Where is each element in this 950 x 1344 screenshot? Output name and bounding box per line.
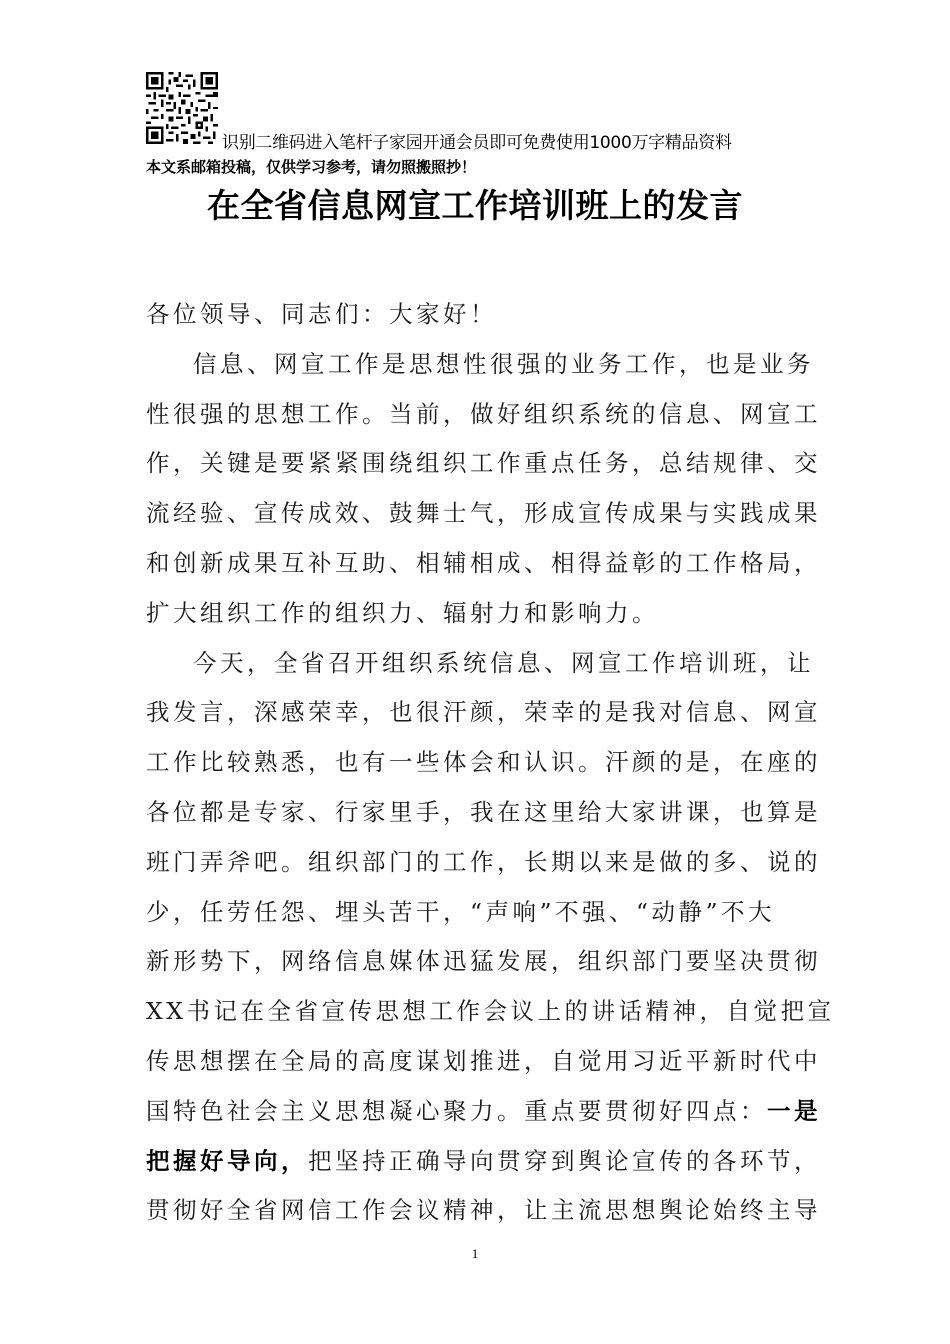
document-body [146, 290, 835, 1236]
text-line: 新形势下，网络信息媒体迅猛发展，组织部门要坚决贯彻 [146, 947, 821, 976]
emphasis-text: 一是 [767, 1096, 821, 1125]
text-line: 少，任劳任怨、埋头苦干，“声响”不强、“动静”不大 [146, 897, 776, 926]
disclaimer-text: 本文系邮箱投稿，仅供学习参考，请勿照搬照抄！ [146, 158, 477, 176]
text-line [146, 1137, 821, 1187]
emphasis-text: 把握好导向， [146, 1146, 308, 1175]
text-line: 扩大组织工作的组织力、辐射力和影响力。 [146, 598, 659, 627]
text-run: 国特色社会主义思想凝心聚力。重点要贯彻好四点： [146, 1096, 767, 1125]
text-line: 班门弄斧吧。组织部门的工作，长期以来是做的多、说的 [146, 847, 821, 876]
page-number: 1 [471, 1246, 479, 1261]
text-line: 和创新成果互补互助、相辅相成、相得益彰的工作格局， [146, 548, 821, 577]
text-line: 信息、网宣工作是思想性很强的业务工作，也是业务 [193, 349, 814, 378]
text-line: 传思想摆在全局的高度谋划推进，自觉用习近平新时代中 [146, 1046, 821, 1075]
text-line: 今天，全省召开组织系统信息、网宣工作培训班，让 [193, 648, 814, 677]
greeting: 各位领导、同志们：大家好！ [146, 300, 497, 328]
text-line: 作，关键是要紧紧围绕组织工作重点任务，总结规律、交 [146, 449, 821, 478]
paragraph-1 [146, 340, 821, 639]
text-line: 我发言，深感荣幸，也很汗颜，荣幸的是我对信息、网宣 [146, 698, 821, 727]
paragraph-2 [146, 639, 835, 1237]
text-line [146, 1087, 821, 1137]
text-line: 流经验、宣传成效、鼓舞士气，形成宣传成果与实践成果 [146, 499, 821, 528]
text-line: 各位都是专家、行家里手，我在这里给大家讲课，也算是 [146, 797, 821, 826]
qr-notice-text: 识别二维码进入笔杆子家园开通会员即可免费使用1000万字精品资料 [222, 133, 732, 153]
text-line: 性很强的思想工作。当前，做好组织系统的信息、网宣工 [146, 399, 821, 428]
text-line: XX书记在全省宣传思想工作会议上的讲话精神，自觉把宣 [146, 997, 835, 1026]
qr-code-icon[interactable] [146, 72, 218, 144]
document-title: 在全省信息网宣工作培训班上的发言 [207, 186, 743, 225]
text-line: 工作比较熟悉，也有一些体会和认识。汗颜的是，在座的 [146, 748, 821, 777]
text-run: 把坚持正确导向贯穿到舆论宣传的各环节， [308, 1146, 821, 1175]
text-line: 贯彻好全省网信工作会议精神，让主流思想舆论始终主导 [146, 1196, 821, 1225]
